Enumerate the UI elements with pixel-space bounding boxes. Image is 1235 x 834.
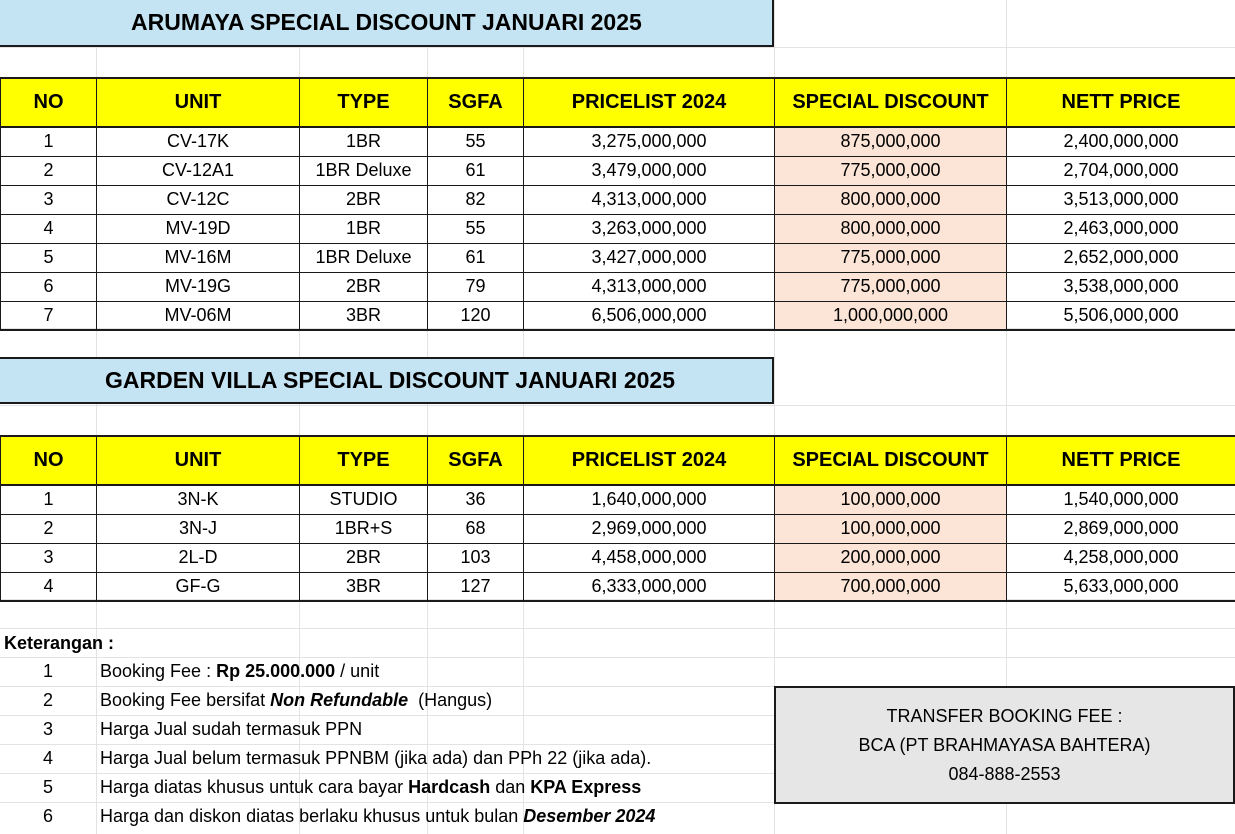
cell-special-discount: 875,000,000 bbox=[775, 127, 1007, 156]
cell-no: 3 bbox=[1, 185, 97, 214]
cell-sgfa: 55 bbox=[428, 127, 524, 156]
cell-sgfa: 61 bbox=[428, 156, 524, 185]
arumaya-title: ARUMAYA SPECIAL DISCOUNT JANUARI 2025 bbox=[0, 0, 774, 47]
garden-villa-table-body bbox=[1, 485, 1235, 601]
cell-unit: MV-06M bbox=[97, 301, 300, 330]
cell-pricelist: 6,333,000,000 bbox=[524, 572, 775, 601]
cell-pricelist: 1,640,000,000 bbox=[524, 485, 775, 514]
transfer-heading: TRANSFER BOOKING FEE : bbox=[886, 705, 1123, 726]
cell-type: STUDIO bbox=[300, 485, 428, 514]
cell-no: 5 bbox=[1, 243, 97, 272]
cell-type: 1BR+S bbox=[300, 514, 428, 543]
cell-special-discount: 100,000,000 bbox=[775, 514, 1007, 543]
note-fragment: / unit bbox=[335, 661, 380, 681]
cell-unit: MV-19D bbox=[97, 214, 300, 243]
garden-villa-price-table bbox=[0, 435, 1235, 602]
header-no: NO bbox=[1, 78, 97, 127]
cell-nett-price: 5,633,000,000 bbox=[1007, 572, 1235, 601]
table-row bbox=[1, 214, 1235, 243]
note-number: 3 bbox=[42, 719, 53, 739]
header-nett-price: NETT PRICE bbox=[1007, 436, 1235, 485]
note-item bbox=[0, 744, 651, 773]
cell-pricelist: 3,479,000,000 bbox=[524, 156, 775, 185]
cell-pricelist: 3,263,000,000 bbox=[524, 214, 775, 243]
note-text bbox=[96, 806, 655, 827]
note-fragment: Harga diatas khusus untuk cara bayar bbox=[100, 777, 409, 797]
cell-sgfa: 103 bbox=[428, 543, 524, 572]
header-type: TYPE bbox=[300, 436, 428, 485]
arumaya-price-table bbox=[0, 77, 1235, 331]
table-row bbox=[1, 514, 1235, 543]
garden-villa-title: GARDEN VILLA SPECIAL DISCOUNT JANUARI 2025 bbox=[0, 357, 774, 404]
note-number: 4 bbox=[42, 748, 53, 768]
cell-nett-price: 2,704,000,000 bbox=[1007, 156, 1235, 185]
table-row bbox=[1, 185, 1235, 214]
cell-unit: 3N-K bbox=[97, 485, 300, 514]
note-item bbox=[0, 686, 492, 715]
table-row bbox=[1, 127, 1235, 156]
header-sgfa: SGFA bbox=[428, 436, 524, 485]
note-number: 2 bbox=[42, 690, 53, 710]
cell-sgfa: 36 bbox=[428, 485, 524, 514]
note-fragment: (Hangus) bbox=[408, 690, 493, 710]
cell-sgfa: 79 bbox=[428, 272, 524, 301]
cell-no: 2 bbox=[1, 156, 97, 185]
cell-type: 1BR bbox=[300, 127, 428, 156]
arumaya-table-body bbox=[1, 127, 1235, 330]
note-number: 6 bbox=[42, 806, 53, 826]
note-text bbox=[96, 777, 641, 798]
cell-no: 4 bbox=[1, 214, 97, 243]
header-sgfa: SGFA bbox=[428, 78, 524, 127]
cell-special-discount: 100,000,000 bbox=[775, 485, 1007, 514]
note-emphasis: Non Refundable bbox=[270, 690, 409, 710]
cell-type: 1BR Deluxe bbox=[300, 156, 428, 185]
cell-unit: CV-17K bbox=[97, 127, 300, 156]
cell-type: 1BR Deluxe bbox=[300, 243, 428, 272]
cell-pricelist: 4,313,000,000 bbox=[524, 272, 775, 301]
cell-nett-price: 2,463,000,000 bbox=[1007, 214, 1235, 243]
note-fragment: Booking Fee : bbox=[100, 661, 217, 681]
note-emphasis: Rp 25.000.000 bbox=[216, 661, 336, 681]
cell-sgfa: 68 bbox=[428, 514, 524, 543]
note-item bbox=[0, 802, 655, 831]
header-pricelist: PRICELIST 2024 bbox=[524, 78, 775, 127]
cell-no: 1 bbox=[1, 127, 97, 156]
table-row bbox=[1, 301, 1235, 330]
cell-sgfa: 55 bbox=[428, 214, 524, 243]
cell-pricelist: 2,969,000,000 bbox=[524, 514, 775, 543]
cell-unit: MV-16M bbox=[97, 243, 300, 272]
cell-type: 2BR bbox=[300, 185, 428, 214]
table-row bbox=[1, 485, 1235, 514]
table-header-row bbox=[1, 436, 1235, 485]
note-number: 5 bbox=[42, 777, 53, 797]
header-type: TYPE bbox=[300, 78, 428, 127]
cell-no: 1 bbox=[1, 485, 97, 514]
cell-pricelist: 4,458,000,000 bbox=[524, 543, 775, 572]
cell-unit: GF-G bbox=[97, 572, 300, 601]
note-item bbox=[0, 657, 379, 686]
cell-no: 7 bbox=[1, 301, 97, 330]
notes-title: Keterangan : bbox=[4, 633, 115, 653]
header-unit: UNIT bbox=[97, 436, 300, 485]
cell-pricelist: 4,313,000,000 bbox=[524, 185, 775, 214]
table-row bbox=[1, 572, 1235, 601]
table-row bbox=[1, 156, 1235, 185]
cell-nett-price: 5,506,000,000 bbox=[1007, 301, 1235, 330]
cell-type: 1BR bbox=[300, 214, 428, 243]
cell-no: 6 bbox=[1, 272, 97, 301]
note-number: 1 bbox=[42, 661, 53, 681]
note-text bbox=[96, 690, 492, 711]
cell-pricelist: 3,427,000,000 bbox=[524, 243, 775, 272]
cell-unit: 2L-D bbox=[97, 543, 300, 572]
header-nett-price: NETT PRICE bbox=[1007, 78, 1235, 127]
cell-special-discount: 700,000,000 bbox=[775, 572, 1007, 601]
cell-pricelist: 6,506,000,000 bbox=[524, 301, 775, 330]
header-unit: UNIT bbox=[97, 78, 300, 127]
cell-pricelist: 3,275,000,000 bbox=[524, 127, 775, 156]
header-special-discount: SPECIAL DISCOUNT bbox=[775, 436, 1007, 485]
cell-sgfa: 61 bbox=[428, 243, 524, 272]
note-item bbox=[0, 715, 362, 744]
note-emphasis: KPA Express bbox=[530, 777, 642, 797]
cell-special-discount: 800,000,000 bbox=[775, 214, 1007, 243]
cell-nett-price: 1,540,000,000 bbox=[1007, 485, 1235, 514]
cell-nett-price: 2,652,000,000 bbox=[1007, 243, 1235, 272]
cell-nett-price: 3,538,000,000 bbox=[1007, 272, 1235, 301]
transfer-bank: BCA (PT BRAHMAYASA BAHTERA) bbox=[858, 734, 1151, 755]
note-fragment: dan bbox=[490, 777, 531, 797]
cell-no: 2 bbox=[1, 514, 97, 543]
note-fragment: Booking Fee bersifat bbox=[100, 690, 271, 710]
note-text bbox=[96, 719, 362, 740]
cell-sgfa: 120 bbox=[428, 301, 524, 330]
cell-special-discount: 775,000,000 bbox=[775, 243, 1007, 272]
transfer-info-box bbox=[774, 686, 1235, 804]
cell-special-discount: 775,000,000 bbox=[775, 156, 1007, 185]
cell-special-discount: 200,000,000 bbox=[775, 543, 1007, 572]
table-row bbox=[1, 272, 1235, 301]
note-fragment: Harga dan diskon diatas berlaku khusus untuk bulan bbox=[100, 806, 524, 826]
note-text bbox=[96, 748, 651, 769]
cell-special-discount: 1,000,000,000 bbox=[775, 301, 1007, 330]
cell-special-discount: 800,000,000 bbox=[775, 185, 1007, 214]
table-row bbox=[1, 243, 1235, 272]
note-fragment: Harga Jual sudah termasuk PPN bbox=[100, 719, 363, 739]
cell-unit: MV-19G bbox=[97, 272, 300, 301]
note-emphasis: Desember 2024 bbox=[523, 806, 656, 826]
cell-nett-price: 2,869,000,000 bbox=[1007, 514, 1235, 543]
cell-sgfa: 82 bbox=[428, 185, 524, 214]
cell-type: 2BR bbox=[300, 543, 428, 572]
note-item bbox=[0, 773, 641, 802]
table-header-row bbox=[1, 78, 1235, 127]
cell-nett-price: 2,400,000,000 bbox=[1007, 127, 1235, 156]
cell-nett-price: 4,258,000,000 bbox=[1007, 543, 1235, 572]
cell-special-discount: 775,000,000 bbox=[775, 272, 1007, 301]
cell-no: 4 bbox=[1, 572, 97, 601]
note-text bbox=[96, 661, 379, 682]
cell-no: 3 bbox=[1, 543, 97, 572]
cell-unit: 3N-J bbox=[97, 514, 300, 543]
cell-nett-price: 3,513,000,000 bbox=[1007, 185, 1235, 214]
cell-type: 3BR bbox=[300, 301, 428, 330]
table-row bbox=[1, 543, 1235, 572]
header-pricelist: PRICELIST 2024 bbox=[524, 436, 775, 485]
header-special-discount: SPECIAL DISCOUNT bbox=[775, 78, 1007, 127]
transfer-account-number: 084-888-2553 bbox=[948, 763, 1061, 784]
cell-sgfa: 127 bbox=[428, 572, 524, 601]
note-emphasis: Hardcash bbox=[408, 777, 491, 797]
header-no: NO bbox=[1, 436, 97, 485]
cell-unit: CV-12C bbox=[97, 185, 300, 214]
cell-unit: CV-12A1 bbox=[97, 156, 300, 185]
note-fragment: Harga Jual belum termasuk PPNBM (jika ada) dan PPh 22 (jika ada). bbox=[100, 748, 652, 768]
cell-type: 2BR bbox=[300, 272, 428, 301]
cell-type: 3BR bbox=[300, 572, 428, 601]
